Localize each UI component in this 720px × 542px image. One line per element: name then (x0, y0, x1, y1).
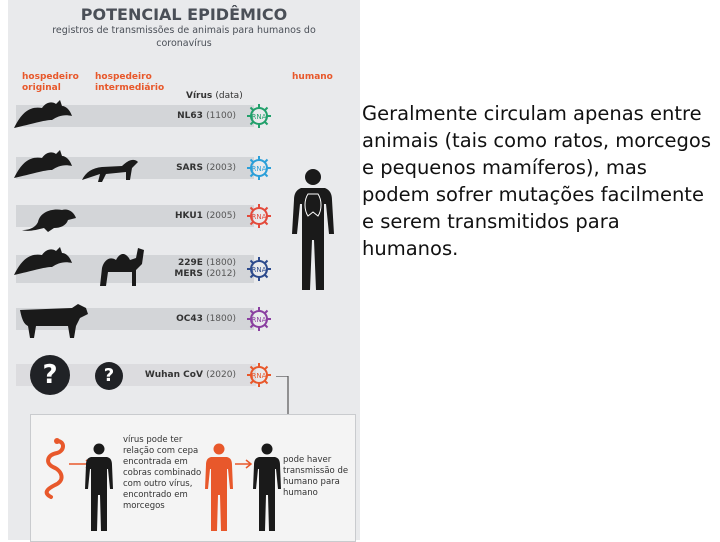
header-original-host: hospedeiro original (22, 72, 79, 93)
side-text: Geralmente circulam apenas entre animais (tais como ratos, morcegos e pequenos mamíferos), mas podem sofrer mutações facilmente e serem transmitidos para humanos. (362, 102, 712, 260)
virus-icon (246, 155, 272, 181)
svg-text:RNA: RNA (251, 213, 267, 221)
unknown-host-icon: ? (95, 362, 123, 390)
cow-icon (16, 300, 90, 340)
virus-icon (246, 203, 272, 229)
civet-icon (78, 150, 140, 186)
virus-label-hku1: HKU1 (2005) (175, 211, 236, 221)
header-intermediate-host: hospedeiro intermediário (95, 72, 165, 93)
bat-icon (12, 245, 74, 279)
svg-text:RNA: RNA (251, 266, 267, 274)
unknown-host-icon: ? (30, 355, 70, 395)
virus-label-229e: 229E (1800) (177, 258, 236, 268)
virus-label-sars: SARS (2003) (176, 163, 236, 173)
virus-label-wuhan: Wuhan CoV (2020) (144, 370, 236, 380)
infographic-panel (8, 0, 360, 540)
note-human-transmission: pode haver transmissão de humano para humano (283, 455, 349, 498)
human-icon (290, 168, 336, 292)
bat-icon (12, 148, 74, 182)
human-icon (251, 443, 283, 533)
human-icon (83, 443, 115, 533)
svg-text:RNA: RNA (251, 316, 267, 324)
virus-label-nl63: NL63 (1100) (177, 111, 236, 121)
note-virus-origin: vírus pode ter relação com cepa encontrada em cobras combinado com outro vírus, encontrado em morcegos (123, 435, 202, 511)
svg-text:RNA: RNA (251, 165, 267, 173)
virus-icon (246, 103, 272, 129)
bat-icon (12, 98, 74, 132)
infographic-subtitle: registros de transmissões de animais para humanos do coronavírus (52, 25, 316, 49)
virus-icon (246, 306, 272, 332)
virus-label-mers: MERS (2012) (174, 269, 236, 279)
transmission-box (30, 414, 356, 542)
camel-icon (92, 244, 146, 290)
header-human: humano (292, 72, 333, 82)
human-icon (203, 443, 235, 533)
header-virus: Vírus (data) (186, 91, 243, 101)
svg-text:RNA: RNA (251, 113, 267, 121)
svg-text:RNA: RNA (251, 372, 267, 380)
infographic-title: POTENCIAL EPIDÊMICO (80, 5, 288, 24)
rat-icon (18, 200, 78, 234)
virus-icon (246, 256, 272, 282)
snake-icon (37, 437, 71, 501)
connector-line (268, 376, 308, 416)
virus-label-oc43: OC43 (1800) (176, 314, 236, 324)
